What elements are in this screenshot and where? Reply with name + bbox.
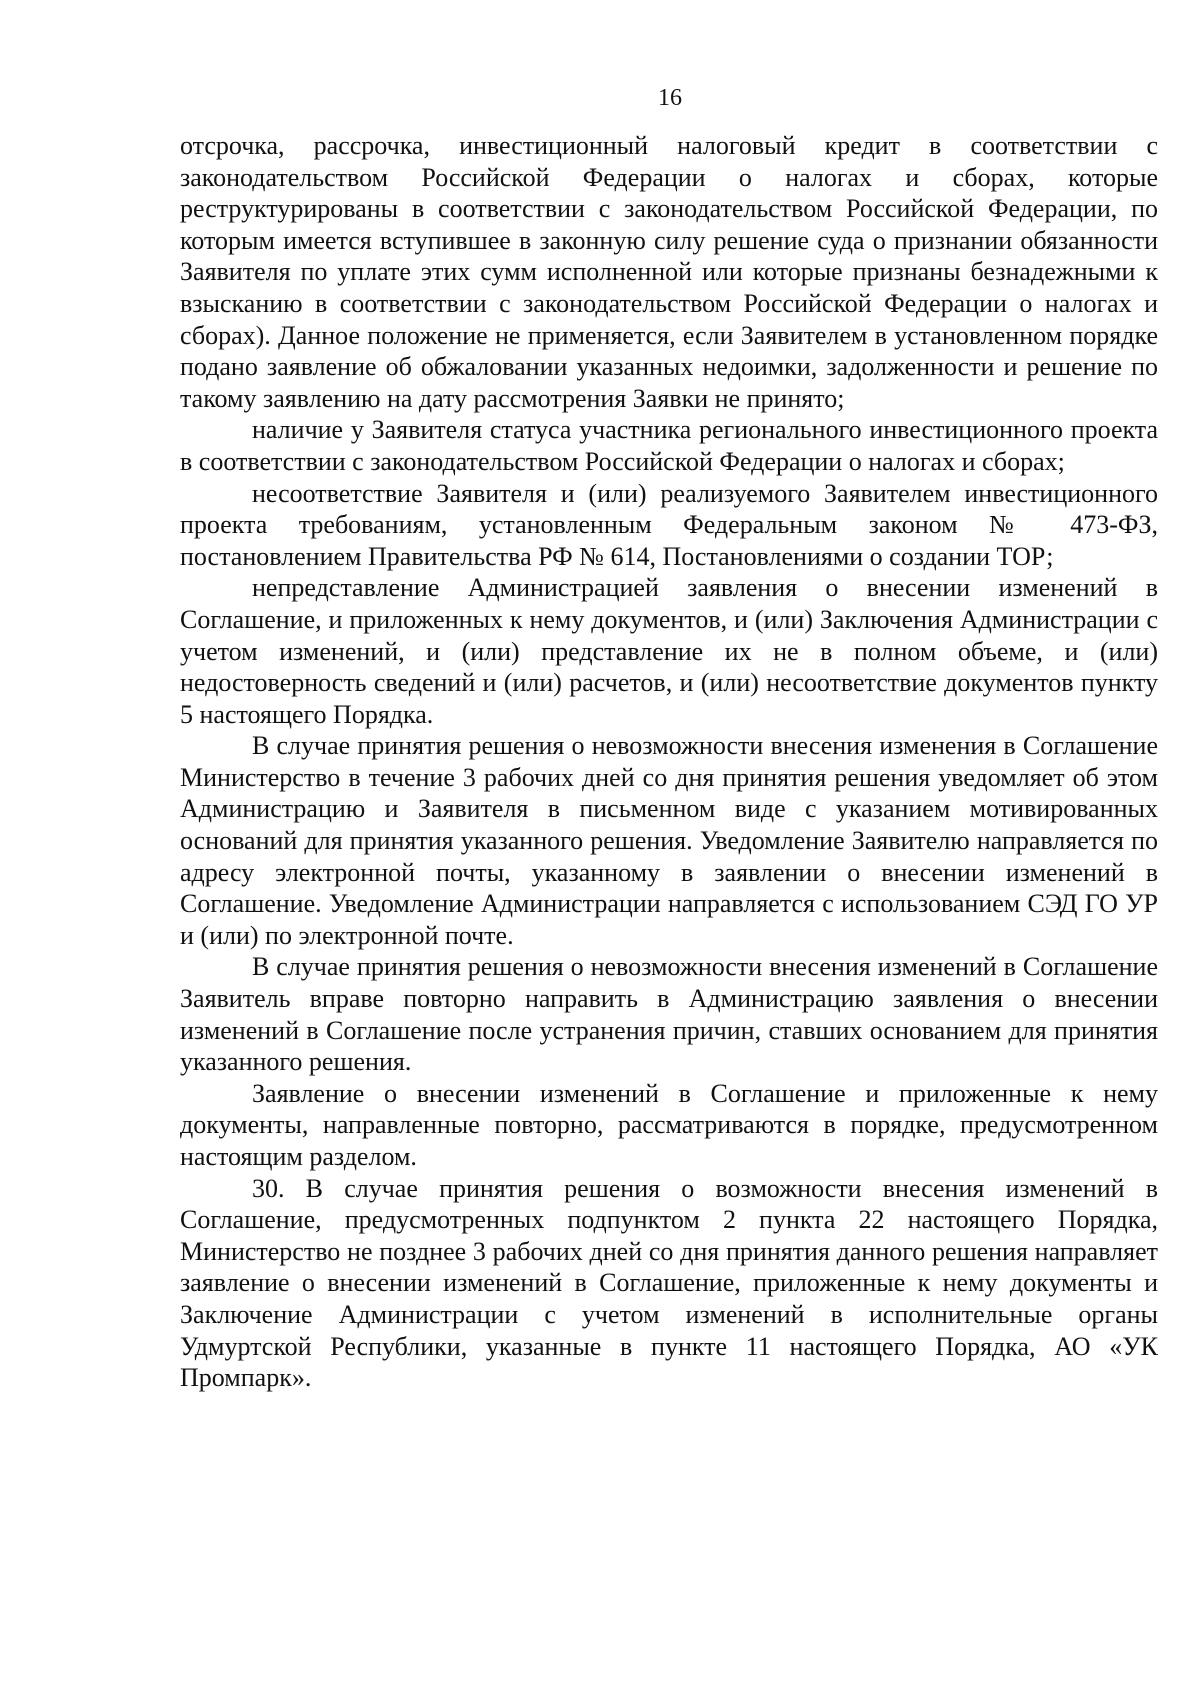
paragraph-repeated-review: Заявление о внесении изменений в Соглашение и приложенные к нему документы, направленные повторно, рассматриваются в порядке, предусмотренном настоящим разделом. — [180, 1078, 1158, 1171]
paragraph-requirements-mismatch: несоответствие Заявителя и (или) реализуемого Заявителем инвестиционного проекта требованиям, установленным Федеральным законом № 473-ФЗ, постановлением Правительства РФ № 614, Постановлениями о создании ТОР; — [180, 478, 1158, 571]
paragraph-refusal-notification: В случае принятия решения о невозможности внесения изменения в Соглашение Министерство в течение 3 рабочих дней со дня принятия решения уведомляет об этом Администрацию и Заявителя в письменном виде с указанием мотивированных оснований для принятия указанного решения. Уведомление Заявителю направляется по адресу электронной почты, указанному в заявлении о внесении изменений в Соглашение. Уведомление Администрации направляется с использованием СЭД ГО УР и (или) по электронной почте. — [180, 731, 1158, 950]
paragraph-regional-investor-status: наличие у Заявителя статуса участника регионального инвестиционного проекта в соответствии с законодательством Российской Федерации о налогах и сборах; — [180, 415, 1158, 476]
document-body — [180, 130, 1158, 1394]
paragraph-item-30: 30. В случае принятия решения о возможности внесения изменений в Соглашение, предусмотренных подпунктом 2 пункта 22 настоящего Порядка, Министерство не позднее 3 рабочих дней со дня принятия данного решения направляет заявление о внесении изменений в Соглашение, приложенные к нему документы и Заключение Администрации с учетом изменений в исполнительные органы Удмуртской Республики, указанные в пункте 11 настоящего Порядка, АО «УК Промпарк». — [180, 1173, 1158, 1393]
paragraph-documents-not-submitted: непредставление Администрацией заявления о внесении изменений в Соглашение, и приложенных к нему документов, и (или) Заключения Администрации с учетом изменений, и (или) представление их не в полном объеме, и (или) недостоверность сведений и (или) расчетов, и (или) несоответствие документов пункту 5 настоящего Порядка. — [180, 573, 1158, 729]
page-number: 16 — [658, 85, 682, 111]
paragraph-tax-debt-continuation: отсрочка, рассрочка, инвестиционный налоговый кредит в соответствии с законодательством Российской Федерации о налогах и сборах, которые реструктурированы в соответствии с законодательством Российской Федерации, по которым имеется вступившее в законную силу решение суда о признании обязанности Заявителя по уплате этих сумм исполненной или которые признаны безнадежными к взысканию в соответствии с законодательством Российской Федерации о налогах и сборах). Данное положение не применяется, если Заявителем в установленном порядке подано заявление об обжаловании указанных недоимки, задолженности и решение по такому заявлению на дату рассмотрения Заявки не принято; — [180, 131, 1158, 413]
paragraph-repeated-application: В случае принятия решения о невозможности внесения изменений в Соглашение Заявитель вправе повторно направить в Администрацию заявления о внесении изменений в Соглашение после устранения причин, ставших основанием для принятия указанного решения. — [180, 952, 1158, 1077]
